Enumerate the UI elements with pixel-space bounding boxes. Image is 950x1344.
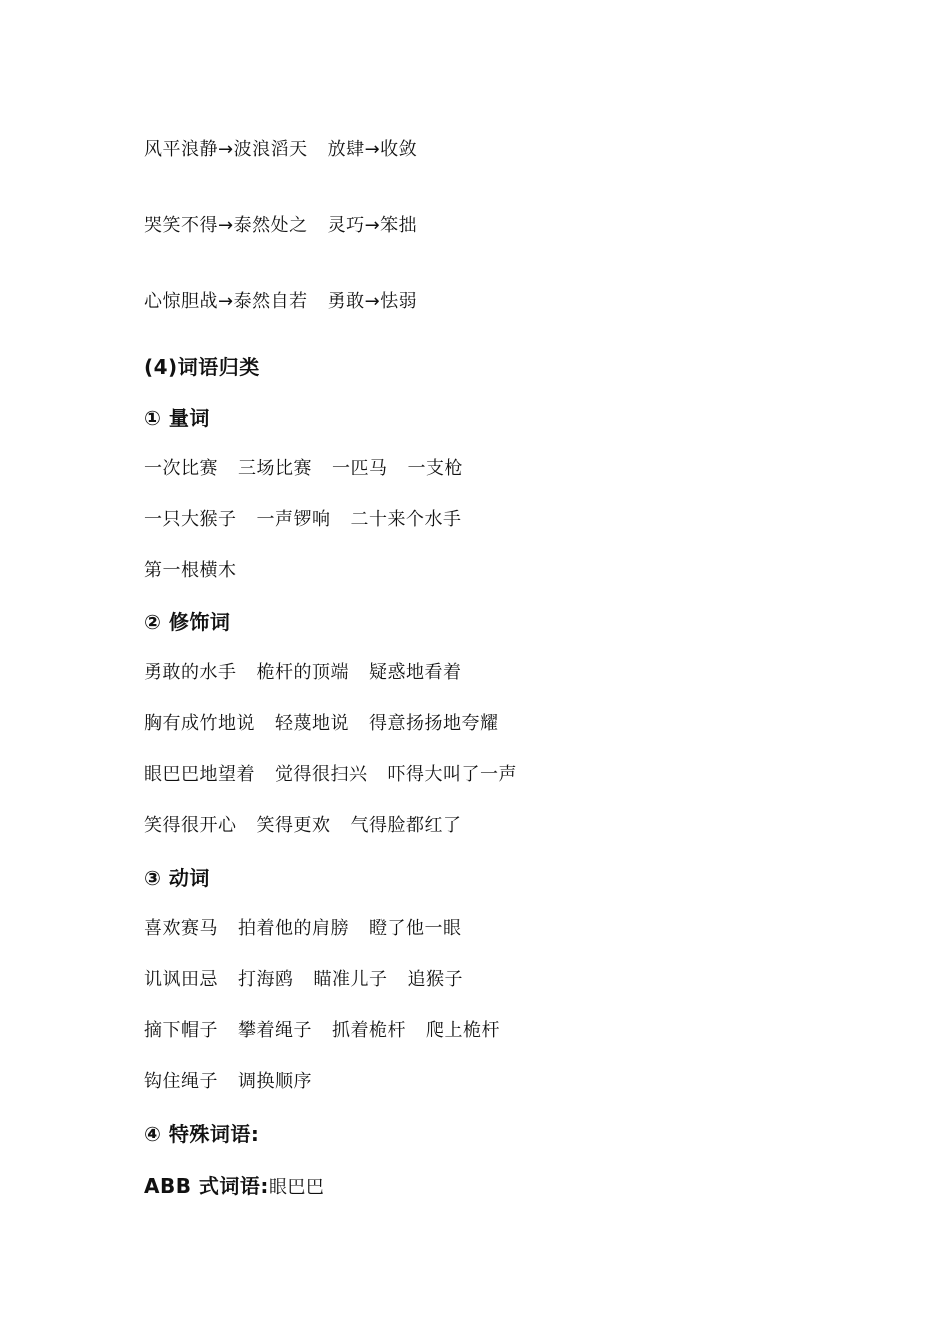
word-item: 笑得很开心 [144, 815, 237, 836]
abb-value: 眼巴巴 [268, 1177, 325, 1198]
word-item: 瞄准儿子 [313, 969, 388, 990]
word-item: 调换顺序 [238, 1071, 312, 1092]
word-item: 拍着他的肩膀 [238, 918, 349, 939]
word-row [144, 508, 462, 532]
abb-line [144, 1174, 324, 1200]
word-item: 三场比赛 [238, 458, 312, 479]
word-row [144, 1070, 312, 1094]
antonym-pair: 放肆→收敛 [327, 139, 418, 160]
word-item: 胸有成竹地说 [144, 713, 255, 734]
word-item: 爬上桅杆 [426, 1020, 500, 1041]
word-item: 桅杆的顶端 [256, 662, 349, 683]
word-row [144, 763, 517, 787]
word-item: 眼巴巴地望着 [144, 764, 255, 785]
antonym-line-2 [144, 214, 417, 238]
word-item: 讥讽田忌 [144, 969, 218, 990]
word-row [144, 917, 462, 941]
word-item: 得意扬扬地夸耀 [369, 713, 499, 734]
word-row [144, 1019, 500, 1043]
abb-label: ABB 式词语: [144, 1174, 269, 1198]
word-item: 觉得很扫兴 [275, 764, 368, 785]
word-item: 笑得更欢 [256, 815, 331, 836]
word-row [144, 712, 499, 736]
word-item: 打海鸥 [238, 969, 294, 990]
section-heading: (4)词语归类 [144, 355, 260, 379]
word-item: 抓着桅杆 [332, 1020, 406, 1041]
measure-words-heading: ① 量词 [144, 406, 210, 430]
antonym-pair: 勇敢→怯弱 [327, 291, 418, 312]
word-item: 摘下帽子 [144, 1020, 218, 1041]
word-item: 二十来个水手 [350, 509, 462, 530]
antonym-pair: 灵巧→笨拙 [327, 215, 418, 236]
word-item: 轻蔑地说 [275, 713, 349, 734]
modifier-words-heading: ② 修饰词 [144, 610, 231, 634]
word-item: 勇敢的水手 [144, 662, 237, 683]
special-words-heading: ④ 特殊词语: [144, 1122, 260, 1146]
word-item: 一次比赛 [144, 458, 218, 479]
word-row [144, 814, 462, 838]
word-item: 疑惑地看着 [369, 662, 462, 683]
verb-words-heading: ③ 动词 [144, 866, 210, 890]
word-item: 气得脸都红了 [350, 815, 462, 836]
word-row [144, 661, 462, 685]
word-item: 钩住绳子 [144, 1071, 218, 1092]
word-item: 一只大猴子 [144, 509, 237, 530]
antonym-pair: 风平浪静→波浪滔天 [144, 139, 308, 160]
antonym-pair: 心惊胆战→泰然自若 [144, 291, 308, 312]
word-item: 一支枪 [407, 458, 463, 479]
word-item: 喜欢赛马 [144, 918, 218, 939]
word-item: 追猴子 [407, 969, 463, 990]
word-row [144, 968, 463, 992]
word-row [144, 559, 237, 583]
word-item: 一匹马 [332, 458, 388, 479]
antonym-pair: 哭笑不得→泰然处之 [144, 215, 308, 236]
word-item: 一声锣响 [256, 509, 331, 530]
antonym-line-1 [144, 138, 417, 162]
word-row [144, 457, 463, 481]
antonym-line-3 [144, 290, 417, 314]
word-item: 第一根横木 [144, 560, 237, 581]
word-item: 瞪了他一眼 [369, 918, 462, 939]
word-item: 吓得大叫了一声 [387, 764, 517, 785]
word-item: 攀着绳子 [238, 1020, 312, 1041]
